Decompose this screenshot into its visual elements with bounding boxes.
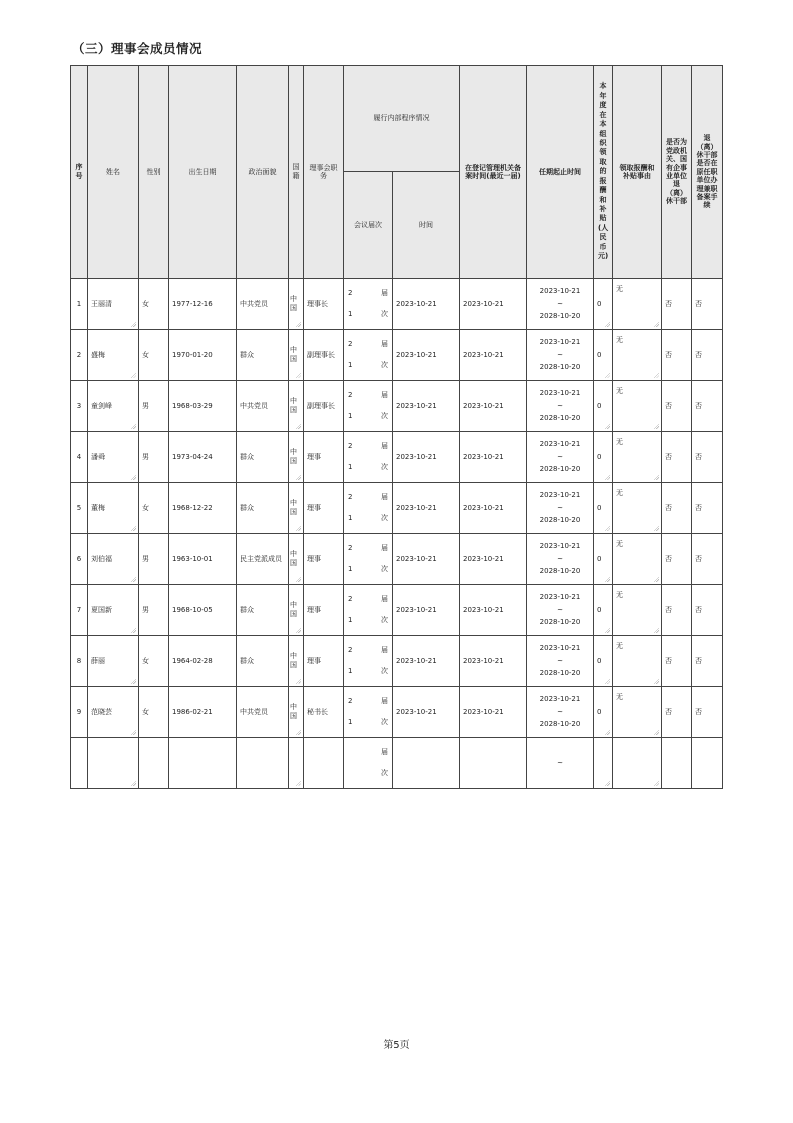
resize-handle-icon[interactable]	[604, 372, 610, 378]
cell-politics: 群众	[237, 585, 289, 636]
cell-position: 理事	[304, 636, 344, 687]
header-nationality: 国籍	[289, 66, 304, 279]
resize-handle-icon[interactable]	[653, 423, 659, 429]
cell-meeting: 2 届 1 次	[344, 534, 393, 585]
cell-retired-filing: 否	[692, 330, 723, 381]
header-position: 理事会职务	[304, 66, 344, 279]
cell-nationality[interactable]: 中国	[289, 483, 304, 534]
cell-birth: 1977-12-16	[169, 279, 237, 330]
cell-nationality[interactable]	[289, 738, 304, 789]
cell-retired-cadre: 否	[662, 330, 692, 381]
cell-birth: 1968-03-29	[169, 381, 237, 432]
header-reason: 领取报酬和补贴事由	[613, 66, 662, 279]
cell-nationality[interactable]: 中国	[289, 432, 304, 483]
cell-reason[interactable]: 无	[613, 636, 662, 687]
cell-seq: 9	[71, 687, 88, 738]
table-row	[71, 432, 723, 483]
cell-position	[304, 738, 344, 789]
cell-retired-filing: 否	[692, 279, 723, 330]
cell-reason[interactable]: 无	[613, 381, 662, 432]
page-number: 第5页	[383, 1040, 410, 1051]
cell-position: 副理事长	[304, 381, 344, 432]
cell-time: 2023-10-21	[393, 381, 460, 432]
resize-handle-icon[interactable]	[295, 372, 301, 378]
cell-name[interactable]: 潘舜	[88, 432, 139, 483]
resize-handle-icon[interactable]	[604, 576, 610, 582]
table-row	[71, 279, 723, 330]
cell-retired-cadre: 否	[662, 687, 692, 738]
resize-handle-icon[interactable]	[130, 321, 136, 327]
cell-name[interactable]: 夏国新	[88, 585, 139, 636]
cell-salary[interactable]: 0	[594, 483, 613, 534]
cell-term: 2023-10-21 ~ 2028-10-20	[527, 636, 594, 687]
table-row	[71, 381, 723, 432]
cell-reason[interactable]: 无	[613, 687, 662, 738]
cell-salary[interactable]: 0	[594, 279, 613, 330]
cell-politics: 群众	[237, 432, 289, 483]
cell-meeting: 届 次	[344, 738, 393, 789]
cell-meeting: 2 届 1 次	[344, 279, 393, 330]
cell-reason[interactable]: 无	[613, 534, 662, 585]
cell-position: 理事长	[304, 279, 344, 330]
header-gender: 性别	[139, 66, 169, 279]
header-meeting: 会议届次	[344, 172, 393, 279]
cell-gender: 男	[139, 432, 169, 483]
cell-birth: 1968-12-22	[169, 483, 237, 534]
cell-salary[interactable]: 0	[594, 585, 613, 636]
resize-handle-icon[interactable]	[130, 627, 136, 633]
cell-time: 2023-10-21	[393, 279, 460, 330]
resize-handle-icon[interactable]	[653, 729, 659, 735]
cell-gender: 女	[139, 687, 169, 738]
cell-nationality[interactable]: 中国	[289, 279, 304, 330]
cell-meeting: 2 届 1 次	[344, 381, 393, 432]
cell-filing: 2023-10-21	[460, 534, 527, 585]
cell-salary[interactable]: 0	[594, 687, 613, 738]
cell-reason[interactable]: 无	[613, 585, 662, 636]
resize-handle-icon[interactable]	[653, 627, 659, 633]
cell-gender: 女	[139, 330, 169, 381]
cell-meeting: 2 届 1 次	[344, 585, 393, 636]
resize-handle-icon[interactable]	[653, 780, 659, 786]
cell-salary[interactable]: 0	[594, 330, 613, 381]
resize-handle-icon[interactable]	[295, 525, 301, 531]
cell-retired-cadre	[662, 738, 692, 789]
cell-reason[interactable]: 无	[613, 483, 662, 534]
cell-politics: 群众	[237, 483, 289, 534]
cell-gender: 男	[139, 585, 169, 636]
resize-handle-icon[interactable]	[130, 678, 136, 684]
cell-retired-cadre: 否	[662, 534, 692, 585]
cell-meeting: 2 届 1 次	[344, 330, 393, 381]
cell-position: 理事	[304, 483, 344, 534]
cell-birth: 1973-04-24	[169, 432, 237, 483]
table-row-empty	[71, 738, 723, 789]
cell-term: 2023-10-21 ~ 2028-10-20	[527, 330, 594, 381]
cell-retired-cadre: 否	[662, 432, 692, 483]
cell-reason[interactable]: 无	[613, 279, 662, 330]
resize-handle-icon[interactable]	[130, 423, 136, 429]
resize-handle-icon[interactable]	[604, 729, 610, 735]
cell-meeting: 2 届 1 次	[344, 483, 393, 534]
resize-handle-icon[interactable]	[130, 372, 136, 378]
resize-handle-icon[interactable]	[653, 321, 659, 327]
cell-filing	[460, 738, 527, 789]
table-row	[71, 483, 723, 534]
cell-meeting: 2 届 1 次	[344, 432, 393, 483]
cell-position: 副理事长	[304, 330, 344, 381]
table-row	[71, 687, 723, 738]
cell-seq: 6	[71, 534, 88, 585]
cell-gender: 女	[139, 483, 169, 534]
resize-handle-icon[interactable]	[604, 627, 610, 633]
cell-retired-cadre: 否	[662, 585, 692, 636]
resize-handle-icon[interactable]	[130, 576, 136, 582]
cell-time: 2023-10-21	[393, 330, 460, 381]
cell-retired-filing: 否	[692, 483, 723, 534]
cell-term: 2023-10-21 ~ 2028-10-20	[527, 483, 594, 534]
cell-birth: 1963-10-01	[169, 534, 237, 585]
cell-filing: 2023-10-21	[460, 432, 527, 483]
cell-retired-filing: 否	[692, 687, 723, 738]
cell-seq: 2	[71, 330, 88, 381]
cell-politics	[237, 738, 289, 789]
cell-nationality[interactable]: 中国	[289, 330, 304, 381]
cell-politics: 群众	[237, 330, 289, 381]
cell-politics: 中共党员	[237, 687, 289, 738]
cell-nationality[interactable]: 中国	[289, 585, 304, 636]
cell-filing: 2023-10-21	[460, 279, 527, 330]
cell-gender: 女	[139, 279, 169, 330]
resize-handle-icon[interactable]	[295, 678, 301, 684]
resize-handle-icon[interactable]	[295, 627, 301, 633]
section-title: （三）理事会成员情况	[72, 41, 203, 56]
cell-time: 2023-10-21	[393, 636, 460, 687]
header-politics: 政治面貌	[237, 66, 289, 279]
cell-name[interactable]: 范晓芸	[88, 687, 139, 738]
resize-handle-icon[interactable]	[130, 780, 136, 786]
cell-birth: 1970-01-20	[169, 330, 237, 381]
cell-time: 2023-10-21	[393, 534, 460, 585]
resize-handle-icon[interactable]	[653, 525, 659, 531]
cell-time: 2023-10-21	[393, 432, 460, 483]
cell-filing: 2023-10-21	[460, 636, 527, 687]
resize-handle-icon[interactable]	[295, 474, 301, 480]
header-name: 姓名	[88, 66, 139, 279]
cell-gender: 男	[139, 381, 169, 432]
header-term: 任期起止时间	[527, 66, 594, 279]
cell-seq	[71, 738, 88, 789]
header-birth: 出生日期	[169, 66, 237, 279]
cell-reason[interactable]: 无	[613, 432, 662, 483]
cell-birth: 1968-10-05	[169, 585, 237, 636]
cell-retired-cadre: 否	[662, 279, 692, 330]
cell-salary[interactable]: 0	[594, 534, 613, 585]
cell-reason[interactable]: 无	[613, 330, 662, 381]
resize-handle-icon[interactable]	[653, 474, 659, 480]
cell-seq: 8	[71, 636, 88, 687]
resize-handle-icon[interactable]	[130, 474, 136, 480]
cell-retired-filing	[692, 738, 723, 789]
header-procedure: 履行内部程序情况	[344, 66, 460, 172]
cell-name[interactable]: 董梅	[88, 483, 139, 534]
resize-handle-icon[interactable]	[653, 576, 659, 582]
cell-salary[interactable]	[594, 738, 613, 789]
cell-nationality[interactable]: 中国	[289, 534, 304, 585]
cell-filing: 2023-10-21	[460, 483, 527, 534]
cell-retired-cadre: 否	[662, 381, 692, 432]
resize-handle-icon[interactable]	[295, 576, 301, 582]
cell-salary[interactable]: 0	[594, 381, 613, 432]
cell-name[interactable]: 盛梅	[88, 330, 139, 381]
cell-retired-filing: 否	[692, 534, 723, 585]
resize-handle-icon[interactable]	[130, 729, 136, 735]
cell-nationality[interactable]: 中国	[289, 636, 304, 687]
cell-reason[interactable]	[613, 738, 662, 789]
cell-retired-filing: 否	[692, 585, 723, 636]
cell-term: 2023-10-21 ~ 2028-10-20	[527, 279, 594, 330]
header-salary: 本年度在本组织领取的报酬和补贴(人民币元)	[594, 66, 613, 279]
cell-name[interactable]: 童剑峰	[88, 381, 139, 432]
table-row	[71, 534, 723, 585]
cell-seq: 5	[71, 483, 88, 534]
header-filing: 在登记管理机关备案时间(最近一届)	[460, 66, 527, 279]
cell-nationality[interactable]: 中国	[289, 381, 304, 432]
table-row	[71, 636, 723, 687]
cell-gender: 男	[139, 534, 169, 585]
cell-retired-filing: 否	[692, 636, 723, 687]
cell-seq: 3	[71, 381, 88, 432]
resize-handle-icon[interactable]	[604, 678, 610, 684]
cell-position: 理事	[304, 432, 344, 483]
cell-time: 2023-10-21	[393, 483, 460, 534]
cell-filing: 2023-10-21	[460, 330, 527, 381]
resize-handle-icon[interactable]	[130, 525, 136, 531]
cell-birth	[169, 738, 237, 789]
resize-handle-icon[interactable]	[604, 423, 610, 429]
resize-handle-icon[interactable]	[604, 474, 610, 480]
cell-salary[interactable]: 0	[594, 636, 613, 687]
cell-name[interactable]	[88, 738, 139, 789]
resize-handle-icon[interactable]	[653, 372, 659, 378]
cell-salary[interactable]: 0	[594, 432, 613, 483]
cell-seq: 1	[71, 279, 88, 330]
cell-politics: 群众	[237, 636, 289, 687]
cell-filing: 2023-10-21	[460, 687, 527, 738]
cell-term: 2023-10-21 ~ 2028-10-20	[527, 534, 594, 585]
resize-handle-icon[interactable]	[295, 423, 301, 429]
cell-position: 理事	[304, 534, 344, 585]
board-members-table	[70, 65, 723, 789]
cell-meeting: 2 届 1 次	[344, 636, 393, 687]
header-retired-cadre: 是否为党政机关、国有企事业单位退（离）休干部	[662, 66, 692, 279]
cell-gender: 女	[139, 636, 169, 687]
resize-handle-icon[interactable]	[604, 780, 610, 786]
resize-handle-icon[interactable]	[604, 321, 610, 327]
cell-retired-cadre: 否	[662, 636, 692, 687]
cell-name[interactable]: 刘伯福	[88, 534, 139, 585]
cell-retired-cadre: 否	[662, 483, 692, 534]
cell-time: 2023-10-21	[393, 585, 460, 636]
cell-seq: 7	[71, 585, 88, 636]
resize-handle-icon[interactable]	[653, 678, 659, 684]
cell-gender	[139, 738, 169, 789]
table-row	[71, 585, 723, 636]
cell-politics: 中共党员	[237, 381, 289, 432]
cell-meeting: 2 届 1 次	[344, 687, 393, 738]
table-row	[71, 330, 723, 381]
cell-term: ~	[527, 738, 594, 789]
cell-politics: 中共党员	[237, 279, 289, 330]
resize-handle-icon[interactable]	[295, 321, 301, 327]
cell-term: 2023-10-21 ~ 2028-10-20	[527, 687, 594, 738]
resize-handle-icon[interactable]	[604, 525, 610, 531]
cell-time	[393, 738, 460, 789]
cell-position: 理事	[304, 585, 344, 636]
cell-name[interactable]: 王丽清	[88, 279, 139, 330]
resize-handle-icon[interactable]	[295, 780, 301, 786]
cell-seq: 4	[71, 432, 88, 483]
header-retired-filing: 退（离）休干部是否在原任职单位办理兼职备案手续	[692, 66, 723, 279]
cell-name[interactable]: 薛丽	[88, 636, 139, 687]
cell-time: 2023-10-21	[393, 687, 460, 738]
cell-politics: 民主党派成员	[237, 534, 289, 585]
cell-term: 2023-10-21 ~ 2028-10-20	[527, 381, 594, 432]
cell-filing: 2023-10-21	[460, 381, 527, 432]
cell-term: 2023-10-21 ~ 2028-10-20	[527, 432, 594, 483]
cell-birth: 1964-02-28	[169, 636, 237, 687]
cell-retired-filing: 否	[692, 381, 723, 432]
cell-retired-filing: 否	[692, 432, 723, 483]
cell-nationality[interactable]: 中国	[289, 687, 304, 738]
cell-filing: 2023-10-21	[460, 585, 527, 636]
header-seq: 序号	[71, 66, 88, 279]
cell-position: 秘书长	[304, 687, 344, 738]
cell-birth: 1986-02-21	[169, 687, 237, 738]
resize-handle-icon[interactable]	[295, 729, 301, 735]
cell-term: 2023-10-21 ~ 2028-10-20	[527, 585, 594, 636]
header-time: 时间	[393, 172, 460, 279]
